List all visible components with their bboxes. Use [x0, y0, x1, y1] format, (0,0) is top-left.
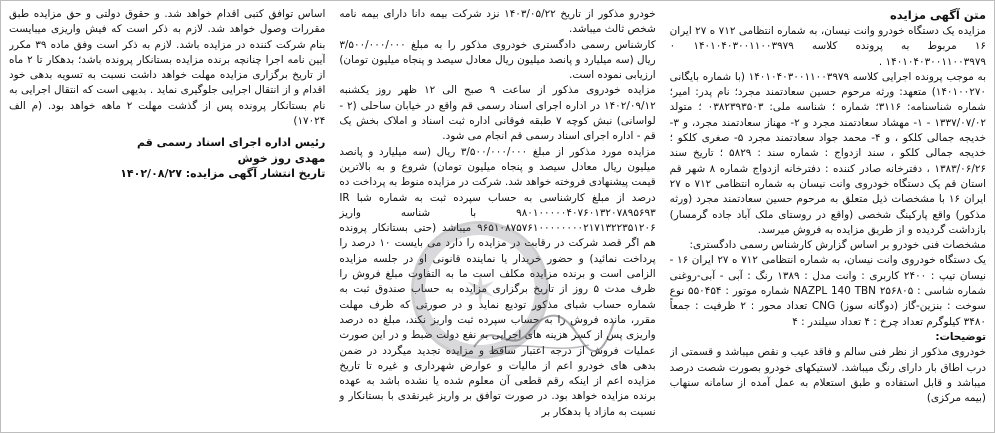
auction-terms-paragraph: مزایده مورد مذکور از مبلغ ۳/۵۰۰/۰۰۰/۰۰۰ ریال (سه میلیارد و پانصد میلیون ریال معادل سیصد و پنجاه میلیون تومان) شروع و به بالاترین قیمت پیشنهادی فروخته خواهد شد. شرکت در مزایده منوط به پرداخت ده درصد از مبلغ کارشناسی به حساب سپرده ثبت به شماره شبا IR ۹۸۰۱۰۰۰۰۰۴۰۷۶۰۱۳۲۰۷۸۹۵۶۹۳ با شناسه واریز ۹۶۵۱۰۸۷۵۷۶۱۰۰۰۰۰۰۰۰۲۱۷۱۳۲۲۳۵۱۲۰۶ میباشد (حتی بستانکار پرونده هم اگر قصد شرکت در رقابت در مزایده را دارد می بایست ۱۰ درصد را پرداخت نمائید) و حضور خریدار یا نماینده قانونی او در جلسه مزایده الزامی است و برنده مزایده مکلف است ما به التفاوت مبلغ فروش را ظرف مدت ۵ روز از تاریخ برگزاری مزایده به حساب صندوق ثبت به شماره حساب شبای مذکور تودیع نماید و در صورتی که ظرف مهلت مقرر، مانده فروش را به حساب سپرده ثبت واریز نکند، مبلغ ده درصد واریزی پس از کسر هزینه های اجرایی به نفع دولت ضبط و در این صورت عملیات فروش از درجه اعتبار ساقط و مزایده تجدید میگردد در ضمن بدهی های خودرو اعم از مالیات و عوارض شهرداری و غیره تا تاریخ مزایده اعم از اینکه رقم قطعی آن معلوم شده یا نشده باشد به عهده برنده مزایده خواهد بود. در صورت توافق بر واریز غیرنقدی با بستانکار و نسبت به مازاد یا بدهکار بر	[339, 145, 656, 418]
notice-title: متن آگهی مزایده	[890, 8, 986, 22]
left-column	[9, 7, 325, 426]
signature-title: رئیس اداره اجرای اسناد رسمی قم	[136, 136, 326, 150]
auction-time-paragraph: مزایده خودروی مذکور از ساعت ۹ صبح الی ۱۲ ظهر روز یکشنبه ۱۴۰۲/۰۹/۱۲ در اداره اجرای اسناد رسمی قم واقع در خیابان ساحلی (۲ - لواسانی) نبش کوچه ۷ طبقه فوقانی اداره ثبت اسناد و املاک بخش یک قم - اداره اجرای اسناد رسمی قم انجام می شود.	[339, 84, 656, 143]
right-column	[670, 7, 986, 426]
specs-paragraph: یک دستگاه خودروی وانت نیسان، به شماره انتظامی ۷۱۲ ه ۲۷ ایران ۱۶ - نیسان تیپ : ۲۴۰۰ کاربری : وانت مدل : ۱۳۸۹ رنگ : آبی - آبی-روغنی شماره شاسی : NAZPL 140 TBN ۲۵۶۸۰۵ شماره موتور : ۵۵۰۴۵۴ نوع سوخت : بنزین-گاز (دوگانه سوز) CNG تعداد محور : ۲ ظرفیت : جمعاً ۳۴۸۰ کیلوگرم تعداد چرخ : ۴ تعداد سیلندر : ۴	[669, 254, 986, 328]
intro-paragraph: مزایده یک دستگاه خودرو وانت نیسان، به شماره انتظامی ۷۱۲ ه ۲۷ ایران ۱۶ مربوط به پرونده کلاسه ۱۴۰۱۰۴۰۳۰۰۱۱۰۰۳۹۷۹ ۰ ۱۴۰۱۰۴۰۳۰۰۱۱۰۰۳۹۷۹ .	[669, 25, 986, 68]
notice-columns	[9, 7, 986, 426]
valuation-paragraph: کارشناس رسمی دادگستری خودروی مذکور را به مبلغ ۳/۵۰۰/۰۰۰/۰۰۰ ریال (سه میلیارد و پانصد میلیون ریال معادل سیصد و پنجاه میلیون تومان) ارزیابی نموده است.	[339, 38, 656, 82]
insurance-paragraph: خودرو مذکور از تاریخ ۱۴۰۳/۰۵/۲۲ نزد شرکت بیمه دانا دارای بیمه نامه شخص ثالث میباشد.	[339, 8, 656, 36]
agreement-paragraph: اساس توافق کتبی اقدام خواهد شد. و حقوق دولتی و حق مزایده طبق مقررات وصول خواهد شد. لازم به ذکر است که فیش واریزی میبایست بنام شرکت کننده در مزایده باشد. لازم به ذکر است وفق ماده ۳۹ مکرر آیین نامه اجرا چنانچه برنده مزایده بستانکار پرونده باشد؛ بدهکار تا ۲ ماه از تاریخ برگزاری مزایده مهلت خواهد داشت نسبت به تسویه بدهی خود اقدام و از انتقال اجرایی جلوگیری نماید . بدیهی است که انتقال اجرایی به نام بستانکار پرونده پس از گذشت مهلت ۲ ماهه خواهد بود. (م الف ۱۷۰۲۴)	[9, 8, 326, 128]
signature-name: مهدی روز خوش	[237, 151, 326, 165]
official-stamp-seal: ✶	[411, 221, 549, 359]
specs-heading: مشخصات فنی خودرو بر اساس گزارش کارشناس رسمی دادگستری:	[689, 239, 986, 252]
notes-heading: توضیحات:	[935, 330, 986, 343]
case-paragraph: به موجب پرونده اجرایی کلاسه ۱۴۰۱۰۴۰۳۰۰۱۱۰۰۳۹۷۹ (با شماره بایگانی ۱۴۰۱۰۰۲۷۰) متعهد: ورثه مرحوم حسین سعادتمند مجرد؛ نام پدر: امیر؛ شماره شناسنامه: ۳۱۱۶؛ شماره ؛ شناسه ملی: ۰۳۸۲۳۹۳۵۰۳ ؛ متولد ۱۳۳۷/۰۷/۰۲ - ۱- مهشاد سعادتمند مجرد و ۲- مهناز سعادتمند مجرد، و ۳- خدیجه جمالی کلکو ، و ۴- محمد جواد سعادتمند مجرد ۵- صغری کلکو ؛ خدیجه جمالی کلکو ، سند ازدواج : شماره سند : ۵۸۲۹ ؛ تاریخ سند ۱۳۸۳/۰۶/۲۶ ، دفترخانه صادر کننده : دفترخانه ازدواج شماره ۸ شهر قم استان قم یک دستگاه خودروی وانت نیسان به شماره انتظامی ۷۱۲ ه ۲۷ ایران ۱۶ با مشخصات ذیل متعلق به مرحوم حسین سعادتمند مجرد (ورثه مذکور) واقع پارکینگ شخصی (واقع در روستای ملک آباد جاده گرمسار) بازداشت گردیده و از طریق مزایده به فروش میرسد.	[669, 70, 986, 236]
notes-paragraph: خودروی مذکور از نظر فنی سالم و فاقد عیب و نقص میباشد و قسمتی از درب اطاق بار دارای رنگ میباشد. لاستیکهای خودرو بصورت شصت درصد میباشد و قابل استفاده و طبق استعلام به عمل آمده از سامانه سنهاب (بیمه مرکزی)	[669, 346, 986, 405]
publish-date: تاریخ انتشار آگهی مزایده: ۱۴۰۲/۰۸/۲۷	[120, 166, 326, 180]
middle-column	[339, 7, 655, 426]
